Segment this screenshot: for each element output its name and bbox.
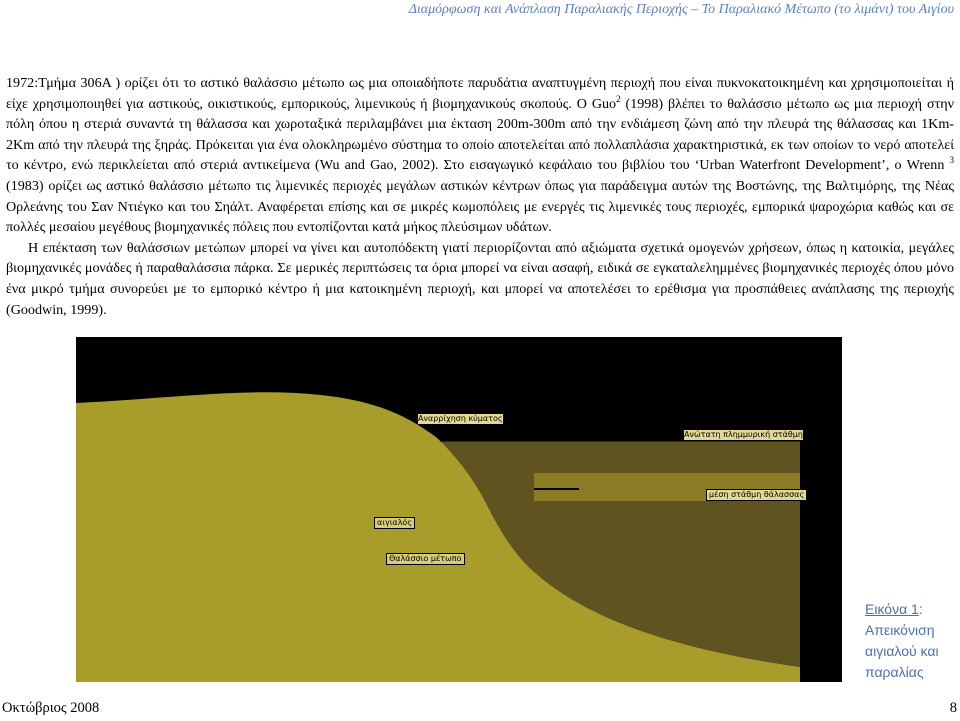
body-text [6,73,954,320]
label-mean-sea-level: μέση στάθμη θάλασσας [706,489,807,501]
footnote-ref-2: 2 [616,93,621,104]
page-header: Διαμόρφωση και Ανάπλαση Παραλιακής Περιοχής – Το Παραλιακό Μέτωπο (το λιμάνι) του Αιγίου [408,2,954,17]
footnote-ref-3: 3 [949,155,954,166]
shoreline-diagram [76,337,842,682]
paragraph-1-part-b: (1998) βλέπει το θαλάσσιο μέτωπο ως μια περιοχή στην πόλη όπου η στεριά συναντά τη θάλασσα και χωροταξικά περιλαμβάνει μια έκταση 200m-300m από την ενδιάμεση ζώνη από την πλευρά της θάλασσας και 1Km-2Km από την πλευρά της ξηράς. Πρόκειται για ένα ολοκληρωμένο σύστημα το οποίο αποτελείται από πολλαπλάσια χαρακτηριστικά, εκ των οποίων το νερό αποτελεί το κέντρο, ενώ περικλείεται από στεριά αντικείμενα (Wu and Gao, 2002). Στο εισαγωγικό κεφάλαιο του βιβλίου του ‘Urban Waterfront Development’, ο Wrenn [6,95,954,174]
caption-line-2: αιγιαλού και [865,643,939,659]
caption-colon: : [918,601,923,617]
paragraph-1-part-c: (1983) ορίζει ως αστικό θαλάσσιο μέτωπο τις λιμενικές περιοχές μεγάλων αστικών κέντρων όπως για παράδειγμα αυτών της Βοστώνης, της Βαλτιμόρης, της Νέας Ορλεάνης του Σαν Ντιέγκο και του Σηάλτ. Αναφέρεται επίσης και σε μικρές κωμοπόλεις με ενεργές τις λιμενικές τους περιοχές, εμπορικά ψαροχώρια καθώς και σε πολλές μεσαίου μεγέθους βιομηχανικές πόλεις που εντοπίζονται κατά μήκος πλεύσιμων υδάτων. [6,177,954,236]
label-high-tide: Ανώτατη πλημμυρική στάθμη [684,430,803,439]
label-wave-runup: Αναρρίχηση κύματος [418,414,503,423]
shoreline-figure [76,337,842,682]
caption-line-1: Απεικόνιση [865,622,935,638]
caption-label: Εικόνα 1 [865,601,919,617]
label-shore: αιγιαλός [374,517,415,529]
caption-title [865,599,960,620]
figure-caption [865,599,960,683]
label-seafront: Θαλάσσιο μέτωπο [386,553,465,565]
paragraph-2: Η επέκταση των θαλάσσιων μετώπων μπορεί να γίνει και αυτοπόδεκτη γιατί περιορίζονται από αξιώματα σχετικά ομογενών χρήσεων, όπως η κατοικία, μεγάλες βιομηχανικές μονάδες ή παραθαλάσσια πάρκα. Σε μερικές περιπτώσεις τα όρια μπορεί να είναι ασαφή, ειδικά σε εγκαταλελημμένες βιομηχανικές περιοχές όπου μόνο ένα μικρό τμήμα συνορεύει με το εμπορικό κέντρο ή μια κατοικημένη περιοχή, και μπορεί να αποτελέσει το ερέθισμα για προσπάθειες ανάπλασης της περιοχής (Goodwin, 1999). [6,239,954,318]
paragraph-1-part-a: 1972:Τμήμα 306Α ) ορίζει ότι το αστικό θαλάσσιο μέτωπο ως μια οποιαδήποτε παρυδάτια αναπτυγμένη περιοχή που είναι πυκνοκατοικημένη και χρησιμοποιείται ή είχε χρησιμοποιηθεί για αστικούς, οικιστικούς, εμπορικούς, λιμενικούς ή βιομηχανικούς σκοπούς. Ο Guo [6,75,954,112]
caption-line-3: παραλίας [865,664,924,680]
paragraph-1 [6,73,954,238]
page-number: 8 [949,700,957,716]
footer-date: Οκτώβριος 2008 [2,700,100,716]
